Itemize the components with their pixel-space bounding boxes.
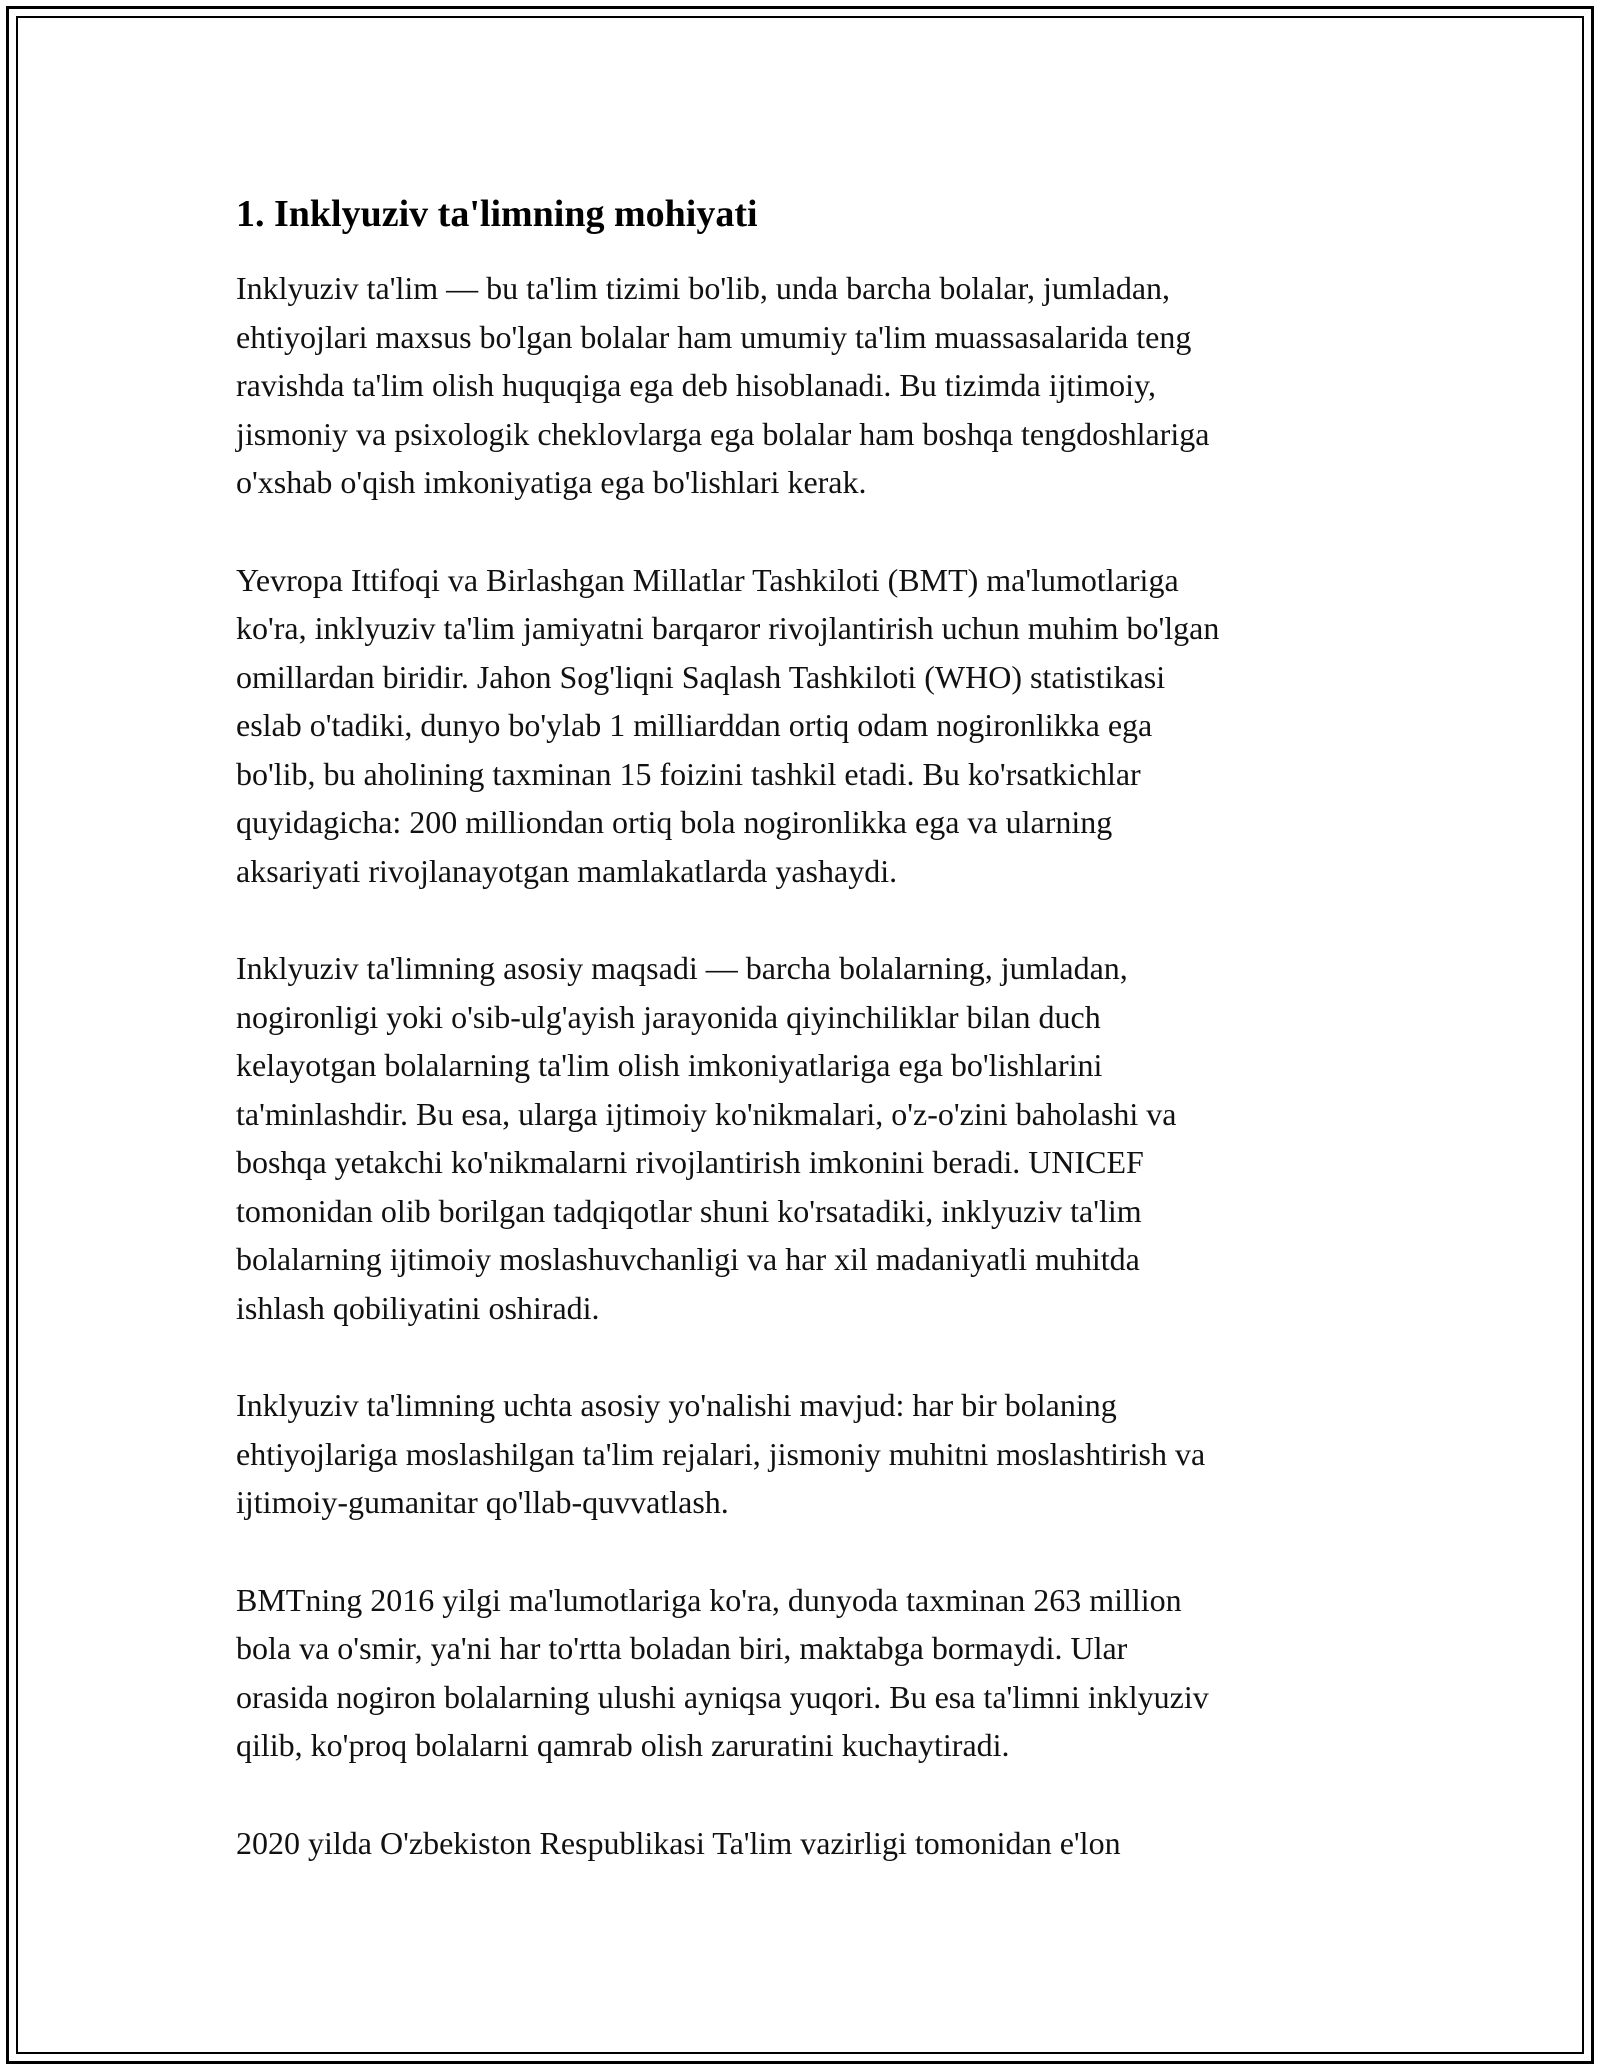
text-line: ehtiyojlariga moslashilgan ta'lim rejalari, jismoniy muhitni moslashtirish va <box>236 1435 1206 1472</box>
text-line: Inklyuziv ta'limning uchta asosiy yo'nalishi mavjud: har bir bolaning <box>236 1387 1117 1423</box>
text-line: omillardan biridir. Jahon Sog'liqni Saqlash Tashkiloti (WHO) statistikasi <box>236 658 1166 695</box>
text-line: bo'lib, bu aholining taxminan 15 foizini tashkil etadi. Bu ko'rsatkichlar <box>236 755 1141 792</box>
text-line: ijtimoiy-gumanitar qo'llab-quvvatlash. <box>236 1484 729 1520</box>
text-line: tomonidan olib borilgan tadqiqotlar shuni ko'rsatadiki, inklyuziv ta'lim <box>236 1192 1142 1229</box>
text-line: quyidagicha: 200 milliondan ortiq bola nogironlikka ega va ularning <box>236 804 1113 840</box>
text-line: ehtiyojlari maxsus bo'lgan bolalar ham umumiy ta'lim muassasalarida teng <box>236 318 1192 355</box>
text-line: qilib, ko'proq bolalarni qamrab olish zaruratini kuchaytiradi. <box>236 1727 1010 1763</box>
text-line: bolalarning ijtimoiy moslashuvchanligi va har xil madaniyatli muhitda <box>236 1241 1140 1277</box>
document-body <box>236 186 1386 1916</box>
text-line: kelayotgan bolalarning ta'lim olish imkoniyatlariga ega bo'lishlarini <box>236 1047 1103 1083</box>
text-line: ishlash qobiliyatini oshiradi. <box>236 1289 600 1326</box>
paragraph-3 <box>236 944 1386 1332</box>
text-line: aksariyati rivojlanayotgan mamlakatlarda yashaydi. <box>236 852 898 889</box>
text-line: BMTning 2016 yilgi ma'lumotlariga ko'ra, dunyoda taxminan 263 million <box>236 1581 1182 1618</box>
text-line: boshqa yetakchi ko'nikmalarni rivojlantirish imkonini beradi. UNICEF <box>236 1144 1144 1180</box>
text-line: o'xshab o'qish imkoniyatiga ega bo'lishlari kerak. <box>236 464 867 500</box>
text-line: Inklyuziv ta'limning asosiy maqsadi — barcha bolalarning, jumladan, <box>236 950 1128 986</box>
paragraph-1 <box>236 264 1386 507</box>
text-line: ravishda ta'lim olish huquqiga ega deb hisoblanadi. Bu tizimda ijtimoiy, <box>236 367 1156 403</box>
text-line: 2020 yilda O'zbekiston Respublikasi Ta'lim vazirligi tomonidan e'lon <box>236 1824 1121 1861</box>
text-line: orasida nogiron bolalarning ulushi ayniqsa yuqori. Bu esa ta'limni inklyuziv <box>236 1678 1209 1715</box>
paragraph-2 <box>236 556 1386 896</box>
text-line: ko'ra, inklyuziv ta'lim jamiyatni barqaror rivojlantirish uchun muhim bo'lgan <box>236 610 1220 646</box>
paragraph-4 <box>236 1381 1386 1527</box>
text-line: bola va o'smir, ya'ni har to'rtta boladan biri, maktabga bormaydi. Ular <box>236 1630 1128 1666</box>
text-line: Yevropa Ittifoqi va Birlashgan Millatlar Tashkiloti (BMT) ma'lumotlariga <box>236 561 1179 598</box>
paragraph-5 <box>236 1576 1386 1770</box>
text-line: eslab o'tadiki, dunyo bo'ylab 1 milliarddan ortiq odam nogironlikka ega <box>236 707 1153 743</box>
text-line: Inklyuziv ta'lim — bu ta'lim tizimi bo'lib, unda barcha bolalar, jumladan, <box>236 270 1171 306</box>
paragraph-6 <box>236 1819 1386 1868</box>
text-line: jismoniy va psixologik cheklovlarga ega bolalar ham boshqa tengdoshlariga <box>236 415 1210 452</box>
text-line: nogironligi yoki o'sib-ulg'ayish jarayonida qiyinchiliklar bilan duch <box>236 998 1101 1035</box>
section-heading: 1. Inklyuziv ta'limning mohiyati <box>236 193 758 235</box>
text-line: ta'minlashdir. Bu esa, ularga ijtimoiy ko'nikmalari, o'z-o'zini baholashi va <box>236 1095 1177 1132</box>
